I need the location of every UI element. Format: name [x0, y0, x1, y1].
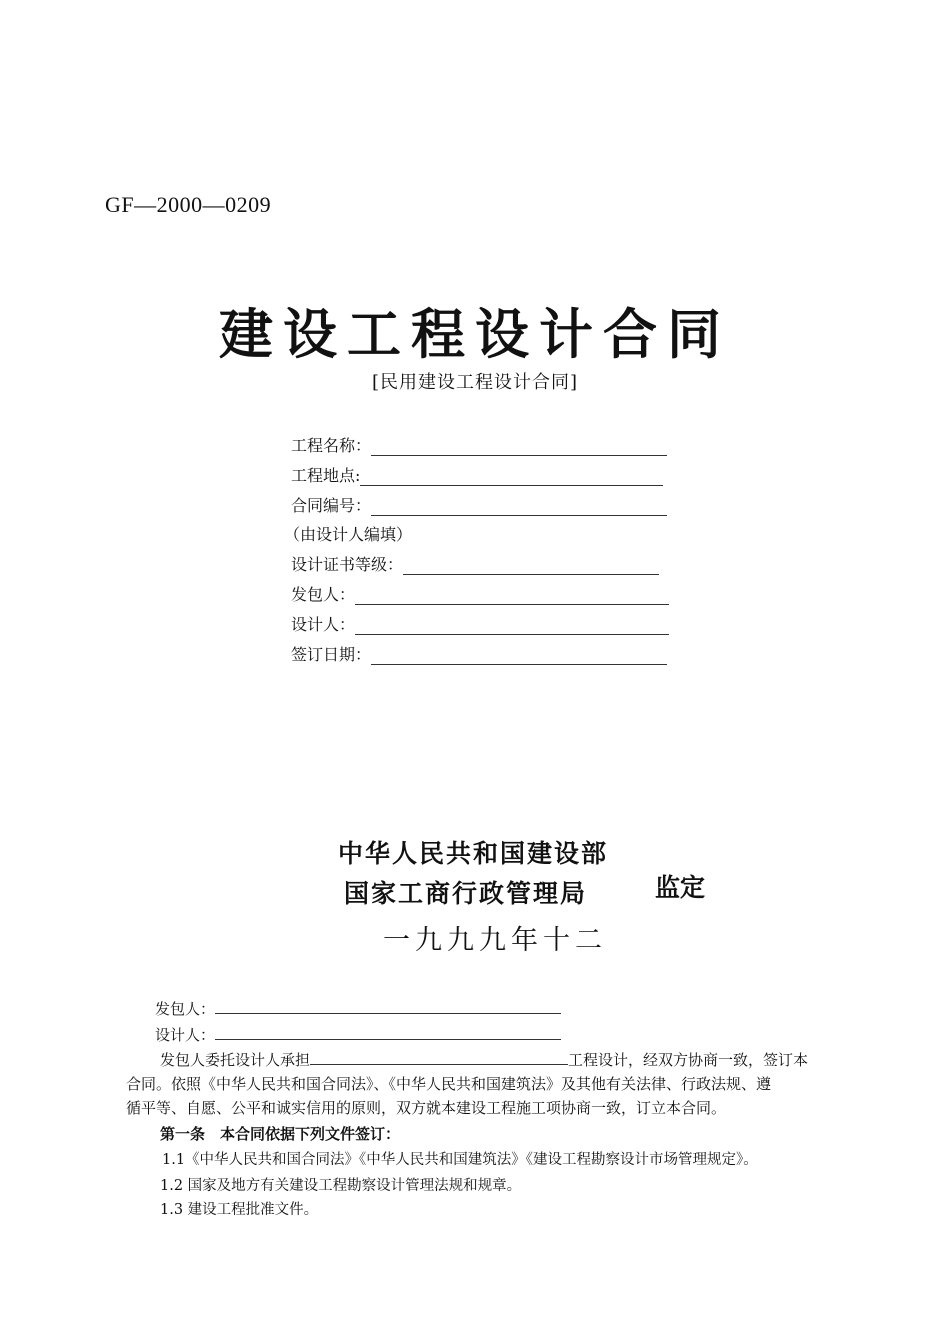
field-label: 签订日期： [291, 645, 372, 664]
fill-in-line[interactable] [403, 556, 659, 575]
contract-no-note: （由设计人编填） [284, 525, 413, 544]
fill-in-line[interactable] [371, 497, 667, 516]
fill-in-line[interactable] [371, 437, 667, 456]
standard-code: GF—2000—0209 [105, 192, 272, 217]
article-1-item: 1.2 国家及地方有关建设工程勘察设计管理法规和规章。 [160, 1178, 522, 1194]
field-label: 发包人： [291, 585, 356, 604]
field-cert-grade [291, 551, 659, 575]
issue-date: 一九九九年十二 [383, 925, 607, 956]
document-title: 建设工程设计合同 [219, 302, 731, 366]
field-employer [291, 581, 669, 605]
fill-in-line[interactable] [371, 646, 667, 665]
supervised-label: 监定 [655, 873, 706, 902]
intro-line-2: 合同。依照《中华人民共和国合同法》、《中华人民共和国建筑法》及其他有关法律、行政法规、遵 [126, 1075, 772, 1093]
org-saic: 国家工商行政管理局 [344, 879, 588, 908]
fill-in-line[interactable] [310, 1050, 568, 1065]
intro-line-3: 循平等、自愿、公平和诚实信用的原则，双方就本建设工程施工项协商一致，订立本合同。 [126, 1099, 727, 1117]
field-label: 工程名称： [291, 436, 372, 455]
field-designer [291, 611, 669, 635]
field-label: 合同编号： [291, 496, 372, 515]
field-contract-no [291, 492, 667, 516]
fill-in-line[interactable] [215, 1025, 561, 1040]
article-1-item: 1.1《中华人民共和国合同法》《中华人民共和国建筑法》《建设工程勘察设计市场管理规定》。 [162, 1152, 758, 1168]
party-employer-line: 发包人： [155, 998, 561, 1020]
fill-in-line[interactable] [355, 586, 669, 605]
org-ministry: 中华人民共和国建设部 [338, 839, 609, 868]
field-label: 工程地点: [291, 466, 361, 485]
fill-in-line[interactable] [355, 616, 669, 635]
fill-in-line[interactable] [215, 999, 561, 1014]
party-designer-line: 设计人： [155, 1024, 561, 1046]
field-label: 设计证书等级： [291, 555, 404, 574]
field-sign-date [291, 641, 667, 665]
article-1-heading: 第一条 本合同依据下列文件签订： [160, 1125, 401, 1143]
article-1-item: 1.3 建设工程批准文件。 [160, 1202, 319, 1218]
fill-in-line[interactable] [360, 467, 663, 486]
field-label: 设计人： [291, 615, 356, 634]
field-project-location [291, 462, 663, 486]
document-subtitle: [民用建设工程设计合同] [371, 372, 579, 393]
intro-line-1: 发包人委托设计人承担 工程设计，经双方协商一致，签订本 [160, 1051, 809, 1069]
field-project-name [291, 432, 667, 456]
